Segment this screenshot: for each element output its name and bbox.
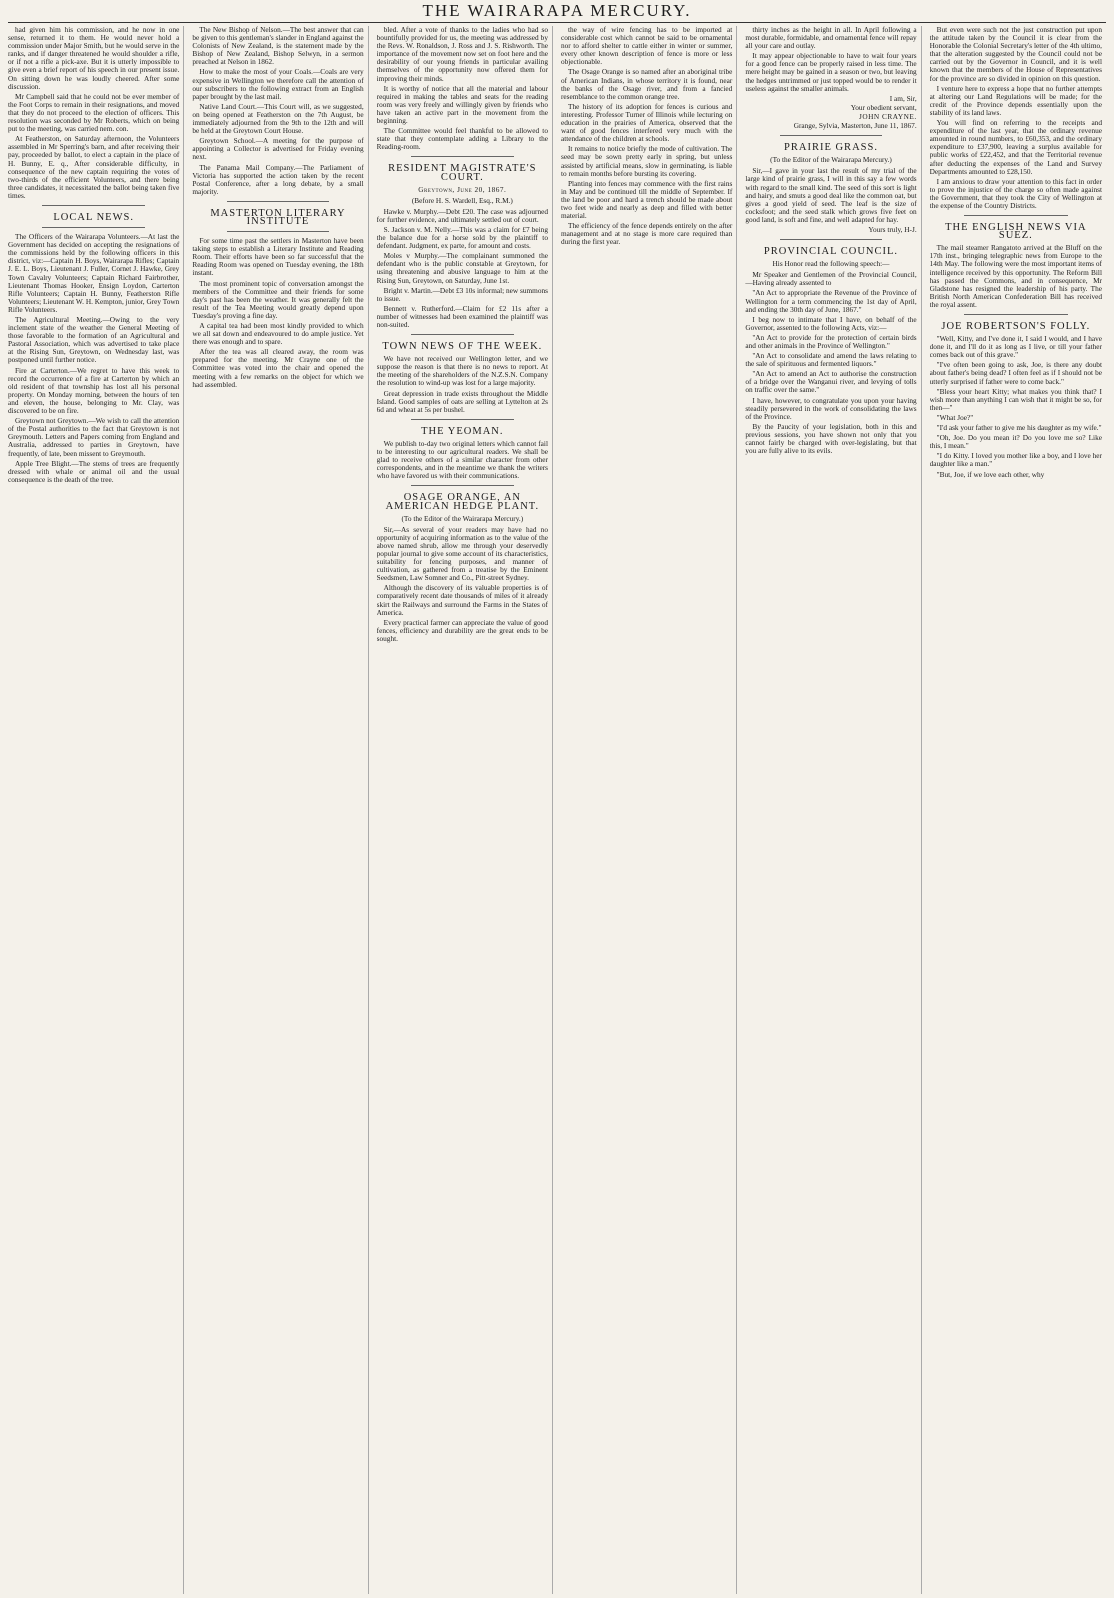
masthead-rule	[8, 22, 1106, 23]
paragraph: The Osage Orange is so named after an aboriginal tribe of American Indians, in whose territory it is found, near the banks of the Osage river, and from a fancied resemblance to the common orange tree.	[560, 67, 733, 101]
court-case: Bennett v. Rutherford.—Claim for £2 11s after a number of witnesses had been examined the plaintiff was non-suited.	[376, 303, 548, 329]
divider	[227, 201, 330, 202]
paragraph: I am anxious to draw your attention to this fact in order to prove the injustice of the charge so often made against the Government, that they took the City of Wellington at the expense of the Country Districts.	[929, 176, 1102, 210]
divider	[42, 205, 145, 206]
paragraph: Great depression in trade exists throughout the Middle Island. Good samples of oats are selling at Lyttelton at 2s 6d and wheat at 5s per bushel.	[376, 388, 548, 414]
column-1	[8, 26, 184, 1594]
paragraph: It is worthy of notice that all the material and labour required in making the tables and seats for the reading room was very freely and willingly given by friends who have taken an active part in the movement from the beginning.	[376, 83, 548, 126]
paragraph: Every practical farmer can appreciate the value of good fences, efficiency and durability are the great ends to be sought.	[376, 617, 548, 643]
paragraph: We have not received our Wellington letter, and we suppose the reason is that there is no news to report. At the meeting of the shareholders of the N.Z.S.N. Company the resolution to wind-up was lost for a large majority.	[376, 354, 548, 388]
paragraph: At Featherston, on Saturday afternoon, the Volunteers assembled in Mr Sperring's barn, and after receiving their pay, proceeded by ballot, to elect a captain in the place of H. Bunny, E. q., After considerable difficulty, in consequence of the new captain requiring the votes of two-thirds of the efficient Volunteers, and there being three candidates, it necessitated the ballot being taken five times.	[8, 134, 180, 200]
subhead: (Before H. S. Wardell, Esq., R.M.)	[411, 195, 513, 205]
signature-place: Grange, Sylvia, Masterton, June 11, 1867.	[793, 121, 917, 131]
court-case: Hawke v. Murphy.—Debt £20. The case was adjourned for further evidence, and ultimately settled out of court.	[376, 206, 548, 224]
paragraph: The Officers of the Wairarapa Volunteers.—At last the Government has decided on accepting the resignations of the commissions held by the following officers in this district, viz:—Captain H. Boys, Wairarapa Rifles; Captain J. E. L. Boys, Lieutenant J. Fuller, Cornet J. Hawke, Grey Town Cavalry Volunteers; Captain Richard Fairbrother, Lieutenant Thomas Hooker, Ensign Loydon, Carterton Rifle Volunteers; Captain H. Bunny, Featherston Rifle Volunteers; Lieutenant W. H. Kempton, junior, Grey Town Rifle Volunteers.	[8, 232, 180, 314]
paragraph: The history of its adoption for fences is curious and interesting. Professor Turner of Illinois while lecturing on education in the prairies of America, observed that the want of good fences interfered very much with the attendance of the children at schools.	[560, 101, 733, 144]
column-6	[930, 26, 1106, 1594]
paragraph: thirty inches as the height in all. In April following a most durable, formidable, and ornamental fence will repay all your care and outlay.	[745, 26, 917, 51]
paragraph: "Oh, Joe. Do you mean it? Do you love me so? Like this, I mean."	[929, 433, 1102, 451]
paragraph: "What Joe?"	[936, 412, 974, 422]
paragraph: Native Land Court.—This Court will, as we suggested, on being opened at Featherston on the 7th August, be immediately adjourned from the 9th to the 12th and will be held at the Greytown Court House.	[192, 101, 364, 136]
paragraph: bled. After a vote of thanks to the ladies who had so bountifully provided for us, the meeting was addressed by the Revs. W. Ronaldson, J. Ross and J. S. Rishworth. The importance of the movement now set on foot here and the desirability of our young friends in particular availing themselves of the opportunity now offered them for improving their minds.	[376, 26, 548, 83]
paragraph: The efficiency of the fence depends entirely on the after management and at no stage is more care required than during the first year.	[560, 221, 733, 247]
divider	[411, 156, 514, 157]
paragraph: "Well, Kitty, and I've done it, I said I would, and I have done it, and I'll do it as long as I live, or till your father comes back out of this grave."	[929, 334, 1102, 360]
paragraph: The Agricultural Meeting.—Owing to the very inclement state of the weather the General Meeting of those favorable to the formation of an Agricultural and Pastoral Association, which was advertised to take place at the Rising Sun, Greytown, on Wednesday last, was postponed until further notice.	[8, 315, 180, 365]
signature-line: Yours truly, H-J.	[868, 224, 917, 234]
divider	[780, 239, 883, 240]
paragraph: After the tea was all cleared away, the room was prepared for the meeting. Mr Crayne one of the Committee was voted into the chair and opened the meeting with a few remarks on the object for which we had assembled.	[192, 347, 364, 389]
paragraph: It remains to notice briefly the mode of cultivation. The seed may be sown pretty early in spring, but unless assisted by artificial means, slow in germinating, is liable to remain months before bursting its covering.	[560, 144, 733, 178]
paragraph: I venture here to express a hope that no further attempts at altering our Land Regulations will be made; for the credit of the Province depends essentially upon the stability of its land laws.	[929, 83, 1102, 117]
court-case: Bright v. Martin.—Debt £3 10s informal; new summons to issue.	[376, 285, 548, 303]
divider	[42, 227, 145, 228]
paragraph: Planting into fences may commence with the first rains in May and be continued till the middle of September. If the land be poor and hard a trench should be made about two feet wide and nearly as deep and filled with better material.	[560, 178, 733, 221]
paragraph: It may appear objectionable to have to wait four years for a good fence can be properly raised in less time. The mere height may be gained in a season or two, but leaving the hedges untrimmed or just topped would be to render it useless against the smaller animals.	[745, 51, 917, 93]
paragraph: "An Act to amend an Act to authorise the construction of a bridge over the Wanganui river, and levying of tolls on traffic over the same."	[745, 369, 917, 395]
paragraph: The Panama Mail Company.—The Parliament of Victoria has supported the action taken by the recent Postal Conference, after a long debate, by a small majority.	[192, 162, 364, 196]
paragraph: Greytown School.—A meeting for the purpose of appointing a Collector is advertised for Friday evening next.	[192, 136, 364, 162]
paragraph: You will find on referring to the receipts and expenditure of the last year, that the ordinary revenue amounted in round numbers, to £60,353, and the ordinary expenditure to £37,900, leaving a surplus available for public works of £22,452, and that the Territorial revenue after deducting the expenses of the Land and Survey Departments amounted to £28,150.	[929, 118, 1102, 176]
section-heading: JOE ROBERTSON'S FOLLY.	[941, 321, 1091, 332]
paragraph: Fire at Carterton.—We regret to have this week to record the occurrence of a fire at Carterton by which an old resident of that township has lost all his personal property. On Monday morning, between the hours of ten and eleven, the house, belonging to Mr. Clay, was discovered to be on fire.	[8, 365, 180, 416]
dateline: Greytown, June 20, 1867.	[418, 184, 507, 194]
paragraph: We publish to-day two original letters which cannot fail to be interesting to our agricultural readers. We shall be glad to receive others of a similar character from other correspondents, and in the meantime we thank the writers who have favored us with their communications.	[376, 438, 548, 481]
paragraph: had given him his commission, and he now in one sense, returned it to them. He would never hold a commission under Major Smith, but he would serve in the ranks, and if danger threatened he would shoulder a rifle, or if not a rifle a pick-axe. But it is utterly impossible to give even a brief report of his speech in our present issue. On sitting down he was loudly cheered. After some discussion.	[8, 26, 180, 91]
section-heading: RESIDENT MAGISTRATE'S COURT.	[388, 163, 537, 183]
section-heading: LOCAL NEWS.	[53, 211, 134, 223]
paragraph: "I'd ask your father to give me his daughter as my wife."	[936, 423, 1102, 433]
section-heading: OSAGE ORANGE, AN AMERICAN HEDGE PLANT.	[385, 492, 540, 512]
paragraph: Greytown not Greytown.—We wish to call the attention of the Postal authorities to the fact that Greytown is not Greymouth. Letters and Papers coming from England and Australia, addressed to parties in Greytown, have frequently, of late, been missent to Greymouth.	[8, 416, 180, 458]
divider	[780, 135, 883, 136]
paragraph: By the Paucity of your legislation, both in this and previous sessions, you have shown not only that you cannot fairly be charged with over-legislating, but that you are fully alive to its evils.	[745, 421, 917, 456]
paragraph: "I do Kitty. I loved you mother like a boy, and I love her daughter like a man."	[929, 451, 1102, 469]
paragraph: "But, Joe, if we love each other, why	[936, 469, 1045, 479]
paragraph: The mail steamer Rangatoto arrived at the Bluff on the 17th inst., bringing telegraphic news from Europe to the 14th May. The following were the most important items of intelligence received by this opportunity. The Reform Bill has passed the Commons, and in consequence, Mr Gladstone has resigned the leadership of his party. The British North American Confederation Bill has received the royal assent.	[929, 243, 1102, 309]
court-case: Moles v Murphy.—The complainant summoned the defendant who is the public constable at Greytown, for using threatening and abusive language to him at the Rising Sun, Greytown, on Saturday, June 1st.	[376, 251, 548, 285]
paragraph: A capital tea had been most kindly provided to which we all sat down and endeavoured to do ample justice. Yet there was enough and to spare.	[192, 321, 364, 347]
paragraph: For some time past the settlers in Masterton have been taking steps to establish a Literary Institute and Reading Room. Their efforts have been so far successful that the Reading Room was opened on Tuesday evening, the 18th instant.	[192, 236, 364, 278]
column-3	[377, 26, 553, 1594]
paragraph: "I've often been going to ask, Joe, is there any doubt about father's being dead? I often feel as if I should not be utterly surprised if father were to come back."	[929, 360, 1102, 386]
columns	[8, 26, 1106, 1594]
divider	[411, 485, 514, 486]
paragraph: Although the discovery of its valuable properties is of comparatively recent date thousands of miles of it already skirt the Railways and surround the Farms in the States of America.	[376, 583, 548, 617]
column-2	[192, 26, 368, 1594]
divider	[227, 231, 330, 232]
subhead: (To the Editor of the Wairarapa Mercury.)	[770, 155, 892, 165]
signature-name: JOHN CRAYNE.	[859, 111, 917, 121]
paragraph: Sir,—As several of your readers may have had no opportunity of acquiring information as to the value of the above named shrub, allow me through your deservedly popular journal to give some account of its characteristics, suitability for fencing purposes, and manner of cultivation, as gathered from a treatise by the Eminent Seedsmen, Law Somner and Co., Pitt-street Sydney.	[376, 524, 548, 583]
signature-line: I am, Sir,	[889, 93, 917, 103]
paragraph: The Committee would feel thankful to be allowed to state that they contemplate adding a Library to the Reading-room.	[376, 126, 548, 152]
paragraph: The New Bishop of Nelson.—The best answer that can be given to this gentleman's slander in England against the Colonists of New Zealand, is the statement made by the Bishop of New Zealand, Bishop Selwyn, in a sermon preached at Nelson in 1862.	[192, 26, 364, 67]
subhead: (To the Editor of the Wairarapa Mercury.)	[401, 513, 524, 523]
paragraph: Mr Campbell said that he could not be ever member of the Foot Corps to remain in their resignations, and moved that they do not proceed to the election of officers. This resolution was seconded by Mr Roberts, which on being put to the meeting, was carried nem. con.	[8, 91, 180, 134]
section-heading: TOWN NEWS OF THE WEEK.	[382, 341, 543, 353]
subhead: His Honor read the following speech:—	[772, 259, 890, 269]
divider	[411, 419, 514, 420]
section-heading: PROVINCIAL COUNCIL.	[763, 246, 899, 258]
column-4	[561, 26, 737, 1594]
column-5	[745, 26, 921, 1594]
section-heading: PRAIRIE GRASS.	[784, 142, 878, 154]
paragraph: "An Act to provide for the protection of certain birds and other animals in the Province of Wellington."	[745, 332, 917, 350]
court-case: S. Jackson v. M. Nelly.—This was a claim for £7 being the balance due for a horse sold by the plaintiff to defendant. Judgment, ex parte, for amount and costs.	[376, 224, 548, 251]
paragraph: "Bless your heart Kitty; what makes you think that? I wish more than anything I can wish that it might be so, for then—"	[929, 386, 1102, 412]
signature-line: Your obedient servant,	[850, 102, 917, 112]
divider	[964, 314, 1067, 315]
section-heading: MASTERTON LITERARY INSTITUTE	[210, 207, 346, 227]
paragraph: Mr Speaker and Gentlemen of the Provincial Council,—Having already assented to	[745, 270, 917, 288]
paragraph: the way of wire fencing has to be imported at considerable cost which cannot be said to be ornamental nor to afford shelter to cattle either in winter or summer, every other known description of fence is more or less objectionable.	[560, 26, 733, 67]
paragraph: Sir,—I gave in your last the result of my trial of the large kind of prairie grass, I will in this say a few words with regard to the small kind. The seed of this sort is light and hairy, and smuts a good deal like the common oat, but gives a good yield of seed. The leaf is the size of cocksfoot; and the seed stalk which grows five feet on good land, is soft and fine, and well adapted for hay.	[745, 166, 917, 224]
masthead: THE WAIRARAPA MERCURY.	[422, 1, 692, 20]
paragraph: How to make the most of your Coals.—Coals are very expensive in Wellington we therefore call the attention of our subscribers to the following extract from an English paper brought by the last mail.	[192, 67, 364, 101]
paragraph: "An Act to consolidate and amend the laws relating to the sale of spirituous and fermented liquors."	[745, 351, 917, 369]
paragraph: Apple Tree Blight.—The stems of trees are frequently dressed with whale or animal oil and the usual consequence is the death of the tree.	[8, 458, 180, 484]
paragraph: I have, however, to congratulate you upon your having steadily persevered in the work of consolidating the laws of the Province.	[745, 395, 917, 421]
divider	[964, 215, 1067, 216]
paragraph: The most prominent topic of conversation amongst the members of the Committee and their friends for some day's past has been the weather. It was generally felt the result of the Tea Meeting would greatly depend upon Tuesday's proving a fine day.	[192, 278, 364, 320]
paragraph: But even were such not the just construction put upon the attitude taken by the Council it is clear from the Honorable the Colonial Secretary's letter of the 4th ultimo, that the alteration suggested by the Council could not be carried out by the Governor in Council, and it is well known that the members of the House of Representatives for the province are so divided in opinion on this question.	[929, 26, 1102, 83]
divider	[411, 334, 514, 335]
paragraph: "An Act to appropriate the Revenue of the Province of Wellington for a term commencing the 1st day of April, and ending the 30th day of June, 1867."	[745, 288, 917, 314]
paragraph: I beg now to intimate that I have, on behalf of the Governor, assented to the following Acts, viz:—	[745, 314, 917, 332]
section-heading: THE YEOMAN.	[421, 425, 504, 437]
section-heading: THE ENGLISH NEWS VIA SUEZ.	[945, 222, 1087, 242]
